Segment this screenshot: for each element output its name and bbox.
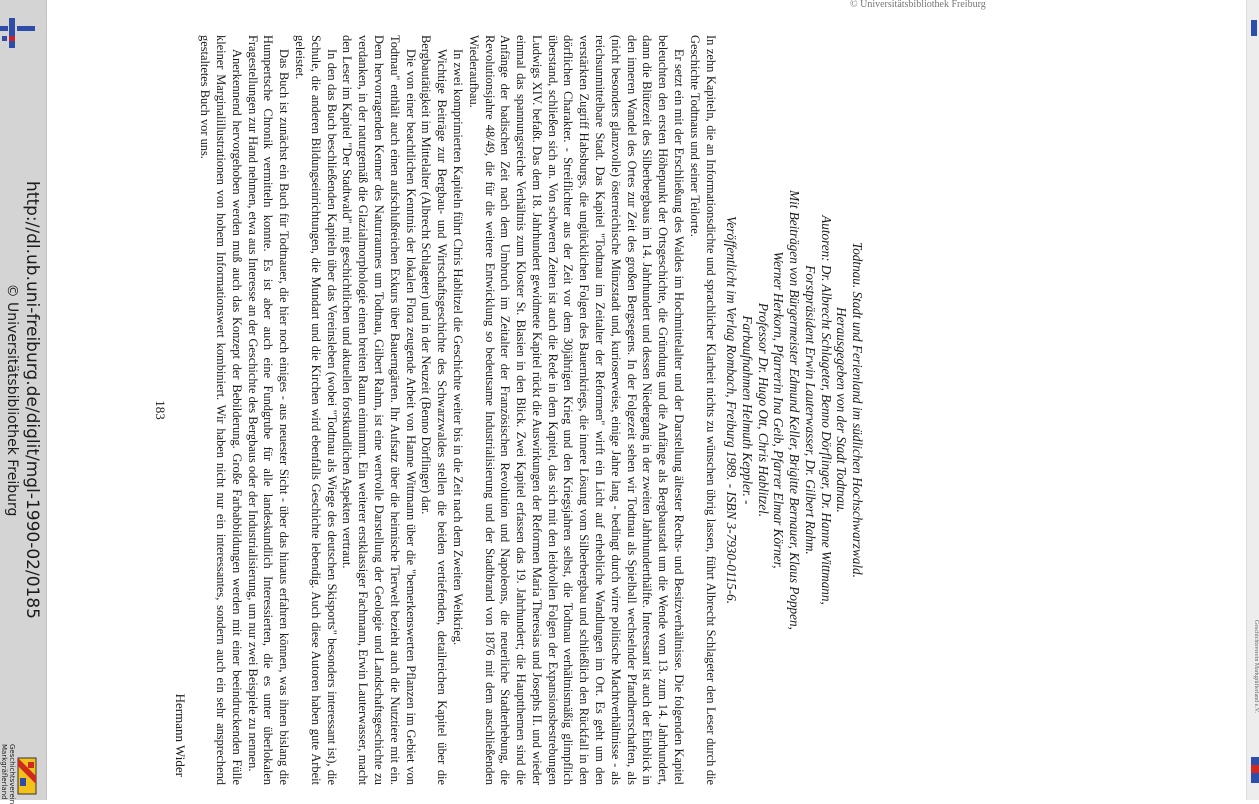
book-contributors-line-1: Mit Beiträgen von Bürgermeister Edmund Keller, Brigitte Bernauer, Klaus Poppen, (787, 190, 803, 630)
review-paragraph: In zwei komprimierten Kapiteln führt Chris Hablitzel die Geschichte weiter bis in die Zeit nach dem Zweiten Weltkrieg. (450, 49, 465, 646)
review-paragraph: In den das Buch beschließenden Kapiteln über das Vereinsleben (wobei "Todtnau als Wiege des deutschen Skisports" besonders interessant ist), die Schule, die anderen Bildungseinrichtungen, die Mundart und die Kirchen wird ebenfalls Geschichte lebendig. Auch diese Autoren haben gute Arbeit geleistet. (292, 35, 339, 785)
book-contributors-line-3: Professor Dr. Hugo Ott, Chris Hablitzel. (755, 302, 771, 518)
review-signature: Hermann Wider (173, 693, 189, 777)
coat-of-arms-icon (4, 756, 38, 796)
book-header (724, 35, 865, 785)
edge-society-text: Geschichtsverein Markgräflerland e.V. (1253, 620, 1259, 713)
page-number: 183 (153, 400, 169, 420)
review-paragraph: Anerkennend hervorgehoben werden muß auch das Konzept der Bebilderung. Große Farbabbildungen werden mit einer beeindruckenden Fülle kleiner Marginalillustrationen von hohem Informationswert kombiniert. Wir haben nicht nur ein interessantes, sondern auch ein sehr ansprechend gestaltetes Buch vor uns. (198, 35, 244, 785)
book-authors-line-1: Autoren: Dr. Albrecht Schlageter, Benno Dörflinger, Dr. Hanne Wittmann, (818, 215, 834, 605)
review-paragraph: Er setzt ein mit der Erschließung des Waldes im Hochmittelalter und der Darstellung ältester Rechts- und Besitzverhältnisse. Die folgenden Kapitel beleuchten den ersten Höhepunkt der Ortsgeschichte, die Gründung und die Anfänge als Bergbaustadt um die Wende vom 13. zum 14. Jahrhundert, dann die Blütezeit des Silberbergbaus im 14. Jahrhundert und dessen Niedergang in der zweiten Jahrhunderthälfte. Interessant ist auch der Einblick in den inneren Wandel des Ortes zur Zeit des großen Bergsegens. In der Folgezeit sehen wir Todtnau als Spielball wechselnder Pfandherrschaften, als (nicht besonders glanzvolle) österreichische Münzstadt und, kurioserweise, einige Jahre lang - bedingt durch wirre politische Machtverhältnisse - als reichsunmittelbare Stadt. Das Kapitel "Todtnau im Zeitalter der Reformen" wirft ein Licht auf erhebliche Wandlungen im Ort. Es geht um den verstärkten Zugriff Habsburgs, die unglücklichen Folgen des Bauernkriegs, die innere Lösung vom Silberbergbau und schließlich den Rückfall in den dörflichen Charakter. - Streiflichter aus der Zeit vor dem 30jährigen Krieg und den Kriegsjahren selbst, die Todtnau verhältnismäßig glimpflich überstand, schließen sich an. Von schweren Zeiten ist auch die Rede in dem Kapitel, das sich mit den leidvollen Folgen der Expansionsbestrebungen Ludwigs XIV. befaßt. Das dem 18. Jahrhundert gewidmete Kapitel rückt die Auswirkungen der Reformen Maria Theresias und Josephs II. und wieder einmal das spannungsreiche Verhältnis zum Kloster St. Blasien in den Blick. Zwei Kapitel erfassen das 19. Jahrhundert; die Hauptthemen sind die Anfänge der badischen Zeit nach dem Umbruch im Zeitalter der Französischen Revolution und Napoleons, die neuerliche Stadterhebung, die Revolutionsjahre 48/49, die für die weitere Entwicklung so bedeutsame Industrialisierung und der Stadtbrand von 1876 mit dem anschließenden Wiederaufbau. (466, 35, 687, 785)
edge-logo-mark-icon (1251, 20, 1257, 36)
book-editor: Herausgegeben von der Stadt Todtnau. (834, 307, 850, 513)
top-cut-watermark: © Universitätsbibliothek Freiburg (850, 0, 986, 10)
sidebar-citation (0, 0, 43, 804)
book-publication-line: Veröffentlicht im Verlag Rombach, Freiburg 1989. - ISBN 3-7930-0115-6. (724, 215, 740, 605)
society-logo-text: Geschichtsverein Markgräflerland (0, 744, 16, 804)
copyright-notice: © Universitätsbibliothek Freiburg (4, 283, 20, 517)
book-title: Todtnau. Stadt und Ferienland im südlichen Hochschwarzwald. (850, 242, 865, 578)
review-paragraph: Das Buch ist zunächst ein Buch für Todtnauer, die hier noch einiges - aus neuester Sicht - über das hinaus erfahren können, was ihnen bislang die Humpertsche Chronik vermitteln konnte. Es ist aber auch eine Fundgrube für alle landeskundlich Interessierten, die es unter überlokalen Fragestellungen zur Hand nehmen, etwa aus Interesse an der Geschichte des Bergbaus oder der Industrialisierung, um nur zwei Beispiele zu nennen. (245, 35, 292, 785)
society-logo[interactable] (0, 742, 46, 804)
book-contributors-line-2: Werner Herkorn, Pfarrerin Ina Geib, Pfarrer Elmar Körner, (771, 251, 787, 569)
next-page-edge[interactable] (1246, 0, 1259, 800)
book-authors-line-2: Forstpräsident Erwin Lauterwasser, Dr. Gilbert Rahm. (802, 265, 818, 555)
permalink-url[interactable]: http://dl.ub.uni-freiburg.de/diglit/mgl-1990-02/0185 (22, 181, 42, 619)
review-body (196, 35, 717, 785)
review-paragraph: Die von einer beachtlichen Kenntnis der lokalen Flora zeugende Arbeit von Hanne Wittmann über die "bemerkenswerten Pflanzen im Gebiet von Todtnau" enthält auch einen aufschlußreichen Exkurs über Bauerngärten. Ihr Aufsatz über die heimische Tierwelt bezieht auch die Nutztiere mit ein. Dem hervorragenden Kenner des Naturraumes um Todtnau, Gilbert Rahm, ist eine wertvolle Darstellung der Geologie und Landschaftsgeschichte zu verdanken, in der naturgemäß die Glazialmorphologie einen breiten Raum einnimmt. Ein weiterer erstklassiger Fachmann, Erwin Lauterwasser, macht den Leser im Kapitel "Der Stadtwald" mit geschichtlichen und aktuellen forstkundlichen Aspekten vertraut. (340, 35, 418, 785)
scanned-page (153, 35, 865, 785)
book-photos-line: Farbaufnahmen Helmuth Keppler. - (740, 315, 756, 505)
review-paragraph: Wichtige Beiträge zur Bergbau- und Wirtschaftsgeschichte des Schwarzwaldes stellen die beiden vertiefenden, detailreichen Kapitel über die Bergbautätigkeit im Mittelalter (Albrecht Schlageter) und in der Neuzeit (Benno Dörflinger) dar. (419, 35, 450, 785)
viewer-sidebar (0, 0, 47, 804)
edge-crest-icon (1249, 755, 1259, 785)
review-paragraph: In zehn Kapiteln, die an Informationsdichte und sprachlicher Klarheit nichts zu wünschen übrig lassen, führt Albrecht Schlageter den Leser durch die Geschichte Todtnaus und seiner Teilorte. (687, 35, 718, 785)
